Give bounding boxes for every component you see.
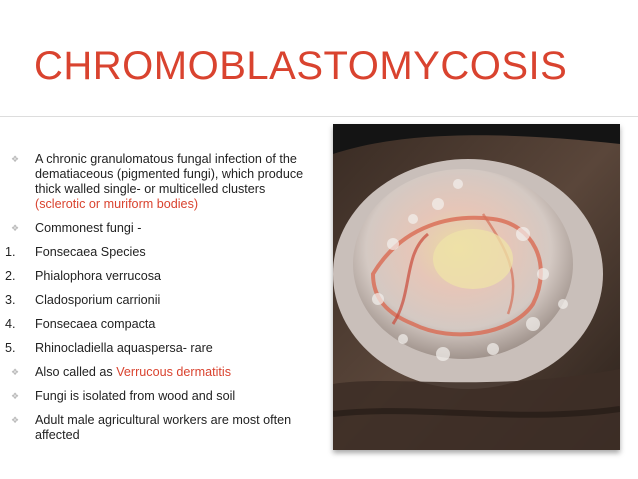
diamond-bullet-icon: ❖	[10, 154, 20, 164]
list-item	[0, 245, 320, 260]
list-item-text: Adult male agricultural workers are most often affected	[35, 413, 292, 442]
list-number: 2.	[5, 269, 16, 283]
list-item-text: Also called as Verrucous dermatitis	[35, 365, 231, 379]
list-item-text: Fonsecaea Species	[35, 245, 146, 259]
list-item	[0, 413, 320, 443]
diamond-bullet-icon: ❖	[10, 367, 20, 377]
diamond-bullet-icon: ❖	[10, 415, 20, 425]
highlight-text: Verrucous dermatitis	[116, 365, 231, 379]
list-item	[0, 152, 320, 212]
list-item-text: Phialophora verrucosa	[35, 269, 162, 283]
clinical-photo	[333, 124, 620, 450]
list-number: 1.	[5, 245, 16, 259]
list-number: 3.	[5, 293, 16, 307]
highlight-text: (sclerotic or muriform bodies)	[35, 197, 199, 211]
diamond-bullet-icon: ❖	[10, 391, 20, 401]
list-item-text: Rhinocladiella aquaspersa- rare	[35, 341, 213, 355]
list-item	[0, 341, 320, 356]
list-item	[0, 221, 320, 236]
list-item-text: Fonsecaea compacta	[35, 317, 156, 331]
list-item-text: Commonest fungi -	[35, 221, 142, 235]
list-item-text: Cladosporium carrionii	[35, 293, 161, 307]
title-divider	[0, 116, 638, 117]
list-number: 4.	[5, 317, 16, 331]
list-number: 5.	[5, 341, 16, 355]
list-item-text: Fungi is isolated from wood and soil	[35, 389, 236, 403]
list-item	[0, 269, 320, 284]
bullet-list	[0, 152, 320, 452]
diamond-bullet-icon: ❖	[10, 223, 20, 233]
list-item	[0, 365, 320, 380]
list-item	[0, 389, 320, 404]
list-item	[0, 317, 320, 332]
list-item-text: A chronic granulomatous fungal infection of the dematiaceous (pigmented fungi), which produce thick walled single- or multicelled clusters (sclerotic or muriform bodies)	[35, 152, 304, 211]
list-item	[0, 293, 320, 308]
slide-title: CHROMOBLASTOMYCOSIS	[34, 44, 568, 88]
lesion-image	[333, 124, 620, 450]
